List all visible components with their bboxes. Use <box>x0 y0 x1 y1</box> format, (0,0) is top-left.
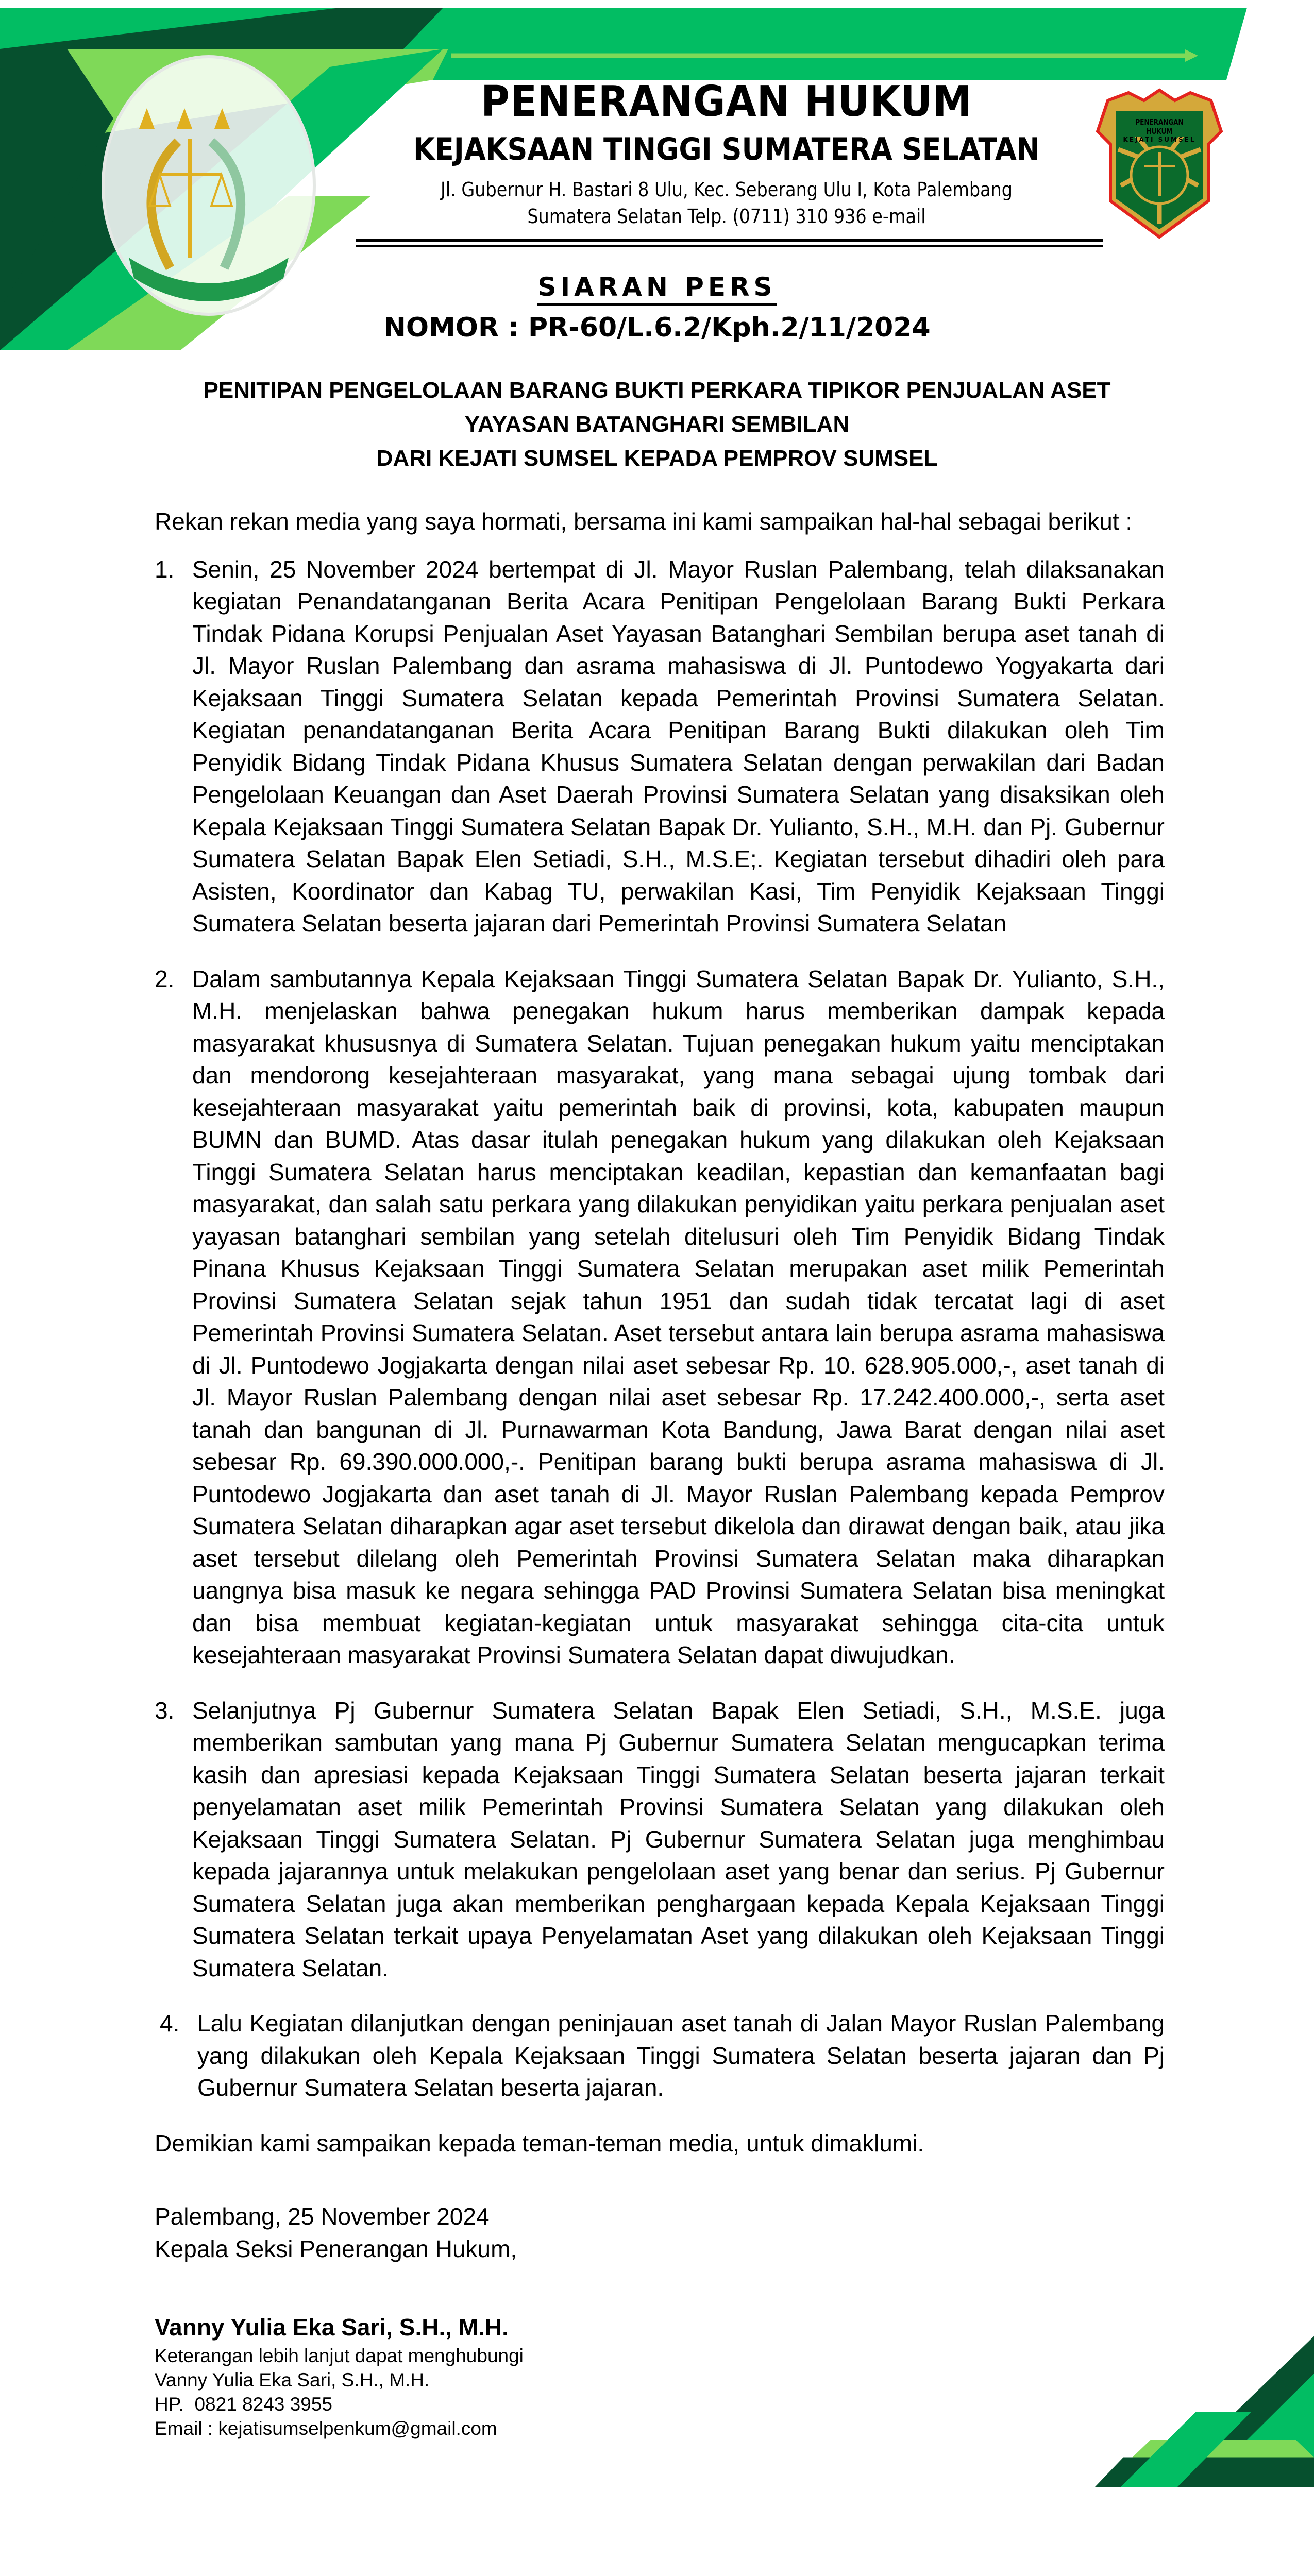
list-number: 4. <box>160 2010 180 2037</box>
corner-decoration <box>1095 2224 1314 2487</box>
title-line-1: PENITIPAN PENGELOLAAN BARANG BUKTI PERKARA TIPIKOR PENJUALAN ASET <box>203 378 1111 403</box>
press-release-number: NOMOR : PR-60/L.6.2/Kph.2/11/2024 <box>383 312 931 343</box>
signature-position: Kepala Seksi Penerangan Hukum, <box>155 2235 517 2262</box>
letterhead-rule-thin <box>356 245 1103 247</box>
intro-paragraph: Rekan rekan media yang saya hormati, bersama ini kami sampaikan hal-hal sebagai berikut : <box>155 508 1133 535</box>
letterhead-institution: KEJAKSAAN TINGGI SUMATERA SELATAN <box>413 131 1040 167</box>
letterhead-address <box>396 176 1058 230</box>
contact-intro: Keterangan lebih lanjut dapat menghubungi <box>155 2345 524 2366</box>
contact-email: Email : kejatisumselpenkum@gmail.com <box>155 2417 497 2439</box>
list-text: Senin, 25 November 2024 bertempat di Jl. Mayor Ruslan Palembang, telah dilaksanakan kegiatan Penandatanganan Berita Acara Penitipan Pengelolaan Barang Bukti Perkara Tindak Pidana Korupsi Penjualan Aset Yayasan Batanghari Sembilan berupa aset tanah di Jl. Mayor Ruslan Palembang dan asrama mahasiswa di Jl. Puntodewo Yogyakarta dari Kejaksaan Tinggi Sumatera Selatan kepada Pemerintah Provinsi Sumatera Selatan. Kegiatan penandatanganan Berita Acara Penitipan Barang Bukti dilakukan oleh Tim Penyidik Bidang Tindak Pidana Khusus Sumatera Selatan dengan perwakilan dari Badan Pengelolaan Keuangan dan Aset Daerah Provinsi Sumatera Selatan yang disaksikan oleh Kepala Kejaksaan Tinggi Sumatera Selatan Bapak Dr. Yulianto, S.H., M.H. dan Pj. Gubernur Sumatera Selatan Bapak Elen Setiadi, S.H., M.S.E;. Kegiatan tersebut dihadiri oleh para Asisten, Koordinator dan Kabag TU, perwakilan Kasi, Tim Penyidik Kejaksaan Tinggi Sumatera Selatan beserta jajaran dari Pemerintah Provinsi Sumatera Selatan <box>192 555 1165 937</box>
list-item-2 <box>155 963 1165 1671</box>
list-number: 3. <box>155 1697 175 1724</box>
list-item-4 <box>160 2007 1165 2104</box>
letterhead-rule-thick <box>356 239 1103 242</box>
list-item-1 <box>155 553 1165 940</box>
list-text: Lalu Kegiatan dilanjutkan dengan peninjauan aset tanah di Jalan Mayor Ruslan Palembang yang dilakukan oleh Kepala Kejaksaan Tinggi Sumatera Selatan beserta jajaran dan Pj Gubernur Sumatera Selatan beserta jajaran. <box>197 2010 1165 2101</box>
address-line-2: Sumatera Selatan Telp. (0711) 310 936 e-mail <box>527 205 926 228</box>
badge-text-sub: KEJATI SUMSEL <box>1123 136 1196 143</box>
contact-phone: HP. 0821 8243 3955 <box>155 2393 332 2415</box>
letterhead-title: PENERANGAN HUKUM <box>481 77 972 126</box>
closing-statement: Demikian kami sampaikan kepada teman-teman media, untuk dimaklumi. <box>155 2129 924 2157</box>
penkum-badge-icon <box>1092 88 1226 242</box>
badge-text-top: PENERANGAN HUKUM <box>1135 117 1184 136</box>
list-text: Dalam sambutannya Kepala Kejaksaan Tinggi Sumatera Selatan Bapak Dr. Yulianto, S.H., M.H. menjelaskan bahwa penegakan hukum harus memberikan dampak kepada masyarakat khususnya di Sumatera Selatan. Tujuan penegakan hukum yaitu menciptakan dan mendorong kesejahteraan masyarakat, yang mana sebagai ujung tombak dari kesejahteraan masyarakat yaitu pemerintah baik di provinsi, kota, kabupaten maupun BUMN dan BUMD. Atas dasar itulah penegakan hukum yang dilakukan oleh Kejaksaan Tinggi Sumatera Selatan harus menciptakan keadilan, kepastian dan kemanfaatan bagi masyarakat, dan salah satu perkara yang dilakukan penyidikan yaitu perkara penjualan aset yayasan batanghari sembilan yang setelah ditelusuri oleh Tim Penyidik Bidang Tindak Pinana Khusus Kejaksaan Tinggi Sumatera Selatan merupakan aset milik Pemerintah Provinsi Sumatera Selatan sejak tahun 1951 dan sudah tidak tercatat lagi di aset Pemerintah Provinsi Sumatera Selatan. Aset tersebut antara lain berupa asrama mahasiswa di Jl. Puntodewo Jogjakarta dengan nilai aset sebesar Rp. 10. 628.905.000,-, aset tanah di Jl. Mayor Ruslan Palembang dengan nilai aset sebesar Rp. 17.242.400.000,-, serta aset tanah dan bangunan di Jl. Purnawarman Kota Bandung, Jawa Barat dengan nilai aset sebesar Rp. 69.390.000.000,-. Penitipan barang bukti berupa asrama mahasiswa di Jl. Puntodewo Jogjakarta dan aset tanah di Jl. Mayor Ruslan Palembang kepada Pemprov Sumatera Selatan diharapkan agar aset tersebut dikelola dan dirawat dengan baik, atau jika aset tersebut dilelang oleh Pemerintah Provinsi Sumatera Selatan maka diharapkan uangnya bisa masuk ke negara sehingga PAD Provinsi Sumatera Selatan bisa meningkat dan bisa membuat kegiatan-kegiatan untuk masyarakat sehingga cita-cita untuk kesejahteraan masyarakat Provinsi Sumatera Selatan dapat diwujudkan. <box>192 965 1165 1668</box>
signature-block <box>155 2200 928 2441</box>
numbered-list <box>155 553 1165 2104</box>
list-text: Selanjutnya Pj Gubernur Sumatera Selatan Bapak Elen Setiadi, S.H., M.S.E. juga memberikan sambutan yang mana Pj Gubernur Sumatera Selatan mengucapkan terima kasih dan apresiasi kepada Kejaksaan Tinggi Sumatera Selatan beserta jajaran terkait penyelamatan aset milik Pemerintah Provinsi Sumatera Selatan yang dilakukan oleh Kejaksaan Tinggi Sumatera Selatan. Pj Gubernur Sumatera Selatan juga menghimbau kepada jajarannya untuk melakukan pengelolaan aset yang benar dan serius. Pj Gubernur Sumatera Selatan juga akan memberikan penghargaan kepada Kepala Kejaksaan Tinggi Sumatera Selatan terkait upaya Penyelamatan Aset yang dilakukan oleh Kejaksaan Tinggi Sumatera Selatan. <box>192 1697 1165 1981</box>
badge-text <box>1121 117 1198 143</box>
list-item-3 <box>155 1694 1165 1985</box>
list-number: 2. <box>155 965 175 992</box>
signature-place-date: Palembang, 25 November 2024 <box>155 2203 490 2230</box>
signature-name: Vanny Yulia Eka Sari, S.H., M.H. <box>155 2314 509 2341</box>
list-number: 1. <box>155 555 175 583</box>
press-release-label <box>0 272 1314 302</box>
contact-block <box>155 2344 928 2441</box>
press-release-label-text: SIARAN PERS <box>537 272 776 306</box>
document-title <box>116 374 1198 476</box>
address-line-1: Jl. Gubernur H. Bastari 8 Ulu, Kec. Seberang Ulu I, Kota Palembang <box>440 178 1013 201</box>
contact-name: Vanny Yulia Eka Sari, S.H., M.H. <box>155 2369 430 2391</box>
title-line-2: YAYASAN BATANGHARI SEMBILAN <box>464 412 850 437</box>
title-line-3: DARI KEJATI SUMSEL KEPADA PEMPROV SUMSEL <box>376 446 938 471</box>
